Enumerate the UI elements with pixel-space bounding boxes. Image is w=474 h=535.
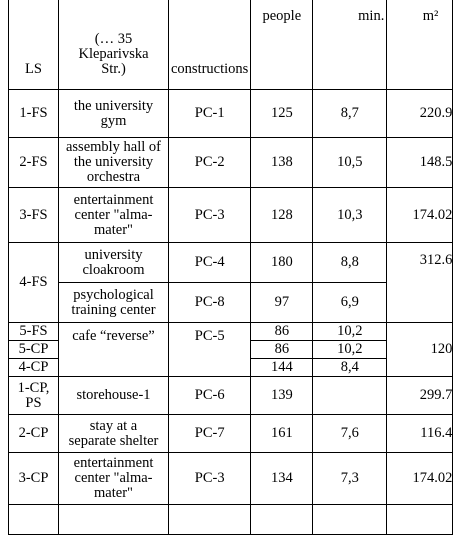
cell-pc: PC-3 [169, 453, 251, 505]
cell-people: 180 [251, 243, 313, 283]
table-container [8, 0, 453, 535]
cell-ls: 1-FS [9, 90, 59, 138]
cell-pc: PC-1 [169, 90, 251, 138]
cell-time: 7,3 [313, 453, 387, 505]
table-row [9, 377, 453, 415]
table-row [9, 505, 453, 535]
cell-people: 144 [251, 359, 313, 377]
cell-people: 86 [251, 341, 313, 359]
header-location: (… 35 Kleparivska Str.) [59, 0, 169, 90]
cell-pc: PC-4 [169, 243, 251, 283]
cell-ls: 3-CP [9, 453, 59, 505]
table-row [9, 90, 453, 138]
cell-area: 116.4 [387, 415, 453, 453]
cell-people: 161 [251, 415, 313, 453]
cell-people: 86 [251, 323, 313, 341]
cell-location: entertainment center "alma- mater" [59, 453, 169, 505]
cell-pc [169, 505, 251, 535]
cell-location [59, 505, 169, 535]
cell-people: 128 [251, 188, 313, 243]
header-constructions: constructions [169, 0, 251, 90]
table-row [9, 323, 453, 341]
cell-pc: PC-2 [169, 138, 251, 188]
cell-people [251, 505, 313, 535]
cell-time: 8,8 [313, 243, 387, 283]
cell-time: 10,2 [313, 341, 387, 359]
cell-time: 6,9 [313, 283, 387, 323]
cell-people: 139 [251, 377, 313, 415]
cell-area: 174.02 [387, 453, 453, 505]
cell-location: cafe “reverse” [59, 323, 169, 377]
cell-location: storehouse-1 [59, 377, 169, 415]
cell-area: 120 [387, 323, 453, 377]
cell-area [387, 505, 453, 535]
cell-time: 8,7 [313, 90, 387, 138]
cell-area: 312.6 [387, 243, 453, 323]
cell-pc: PC-7 [169, 415, 251, 453]
cell-people: 134 [251, 453, 313, 505]
cell-ls: 4-FS [9, 243, 59, 323]
cell-area: 148.5 [387, 138, 453, 188]
cell-location: the university gym [59, 90, 169, 138]
cell-ls: 4-CP [9, 359, 59, 377]
cell-pc: PC-3 [169, 188, 251, 243]
cell-location: stay at a separate shelter [59, 415, 169, 453]
header-people: people [251, 0, 313, 90]
cell-ls: 1-CP, PS [9, 377, 59, 415]
cell-ls [9, 505, 59, 535]
cell-time: 10,5 [313, 138, 387, 188]
table-row [9, 283, 453, 323]
cell-ls: 5-FS [9, 323, 59, 341]
cell-people: 138 [251, 138, 313, 188]
cell-time [313, 505, 387, 535]
cell-people: 97 [251, 283, 313, 323]
table-row [9, 188, 453, 243]
shelter-table [8, 0, 453, 535]
table-row [9, 243, 453, 283]
cell-location: psychological training center [59, 283, 169, 323]
cell-pc: PC-5 [169, 323, 251, 377]
table-row [9, 138, 453, 188]
cell-area: 299.7 [387, 377, 453, 415]
cell-time: 7,6 [313, 415, 387, 453]
cell-time: 10,2 [313, 323, 387, 341]
cell-location: assembly hall of the university orchestra [59, 138, 169, 188]
cell-location: entertainment center "alma- mater" [59, 188, 169, 243]
cell-people: 125 [251, 90, 313, 138]
cell-ls: 3-FS [9, 188, 59, 243]
header-ls: LS [9, 0, 59, 90]
cell-pc: PC-6 [169, 377, 251, 415]
cell-ls: 5-CP [9, 341, 59, 359]
cell-area: 174.02 [387, 188, 453, 243]
cell-location: university cloakroom [59, 243, 169, 283]
cell-time: 8,4 [313, 359, 387, 377]
header-area: m² [387, 0, 453, 90]
cell-ls: 2-CP [9, 415, 59, 453]
cell-area: 220.9 [387, 90, 453, 138]
table-row [9, 453, 453, 505]
cell-time [313, 377, 387, 415]
table-row [9, 415, 453, 453]
header-time: min. [313, 0, 387, 90]
cell-pc: PC-8 [169, 283, 251, 323]
cell-ls: 2-FS [9, 138, 59, 188]
header-row [9, 0, 453, 90]
cell-time: 10,3 [313, 188, 387, 243]
